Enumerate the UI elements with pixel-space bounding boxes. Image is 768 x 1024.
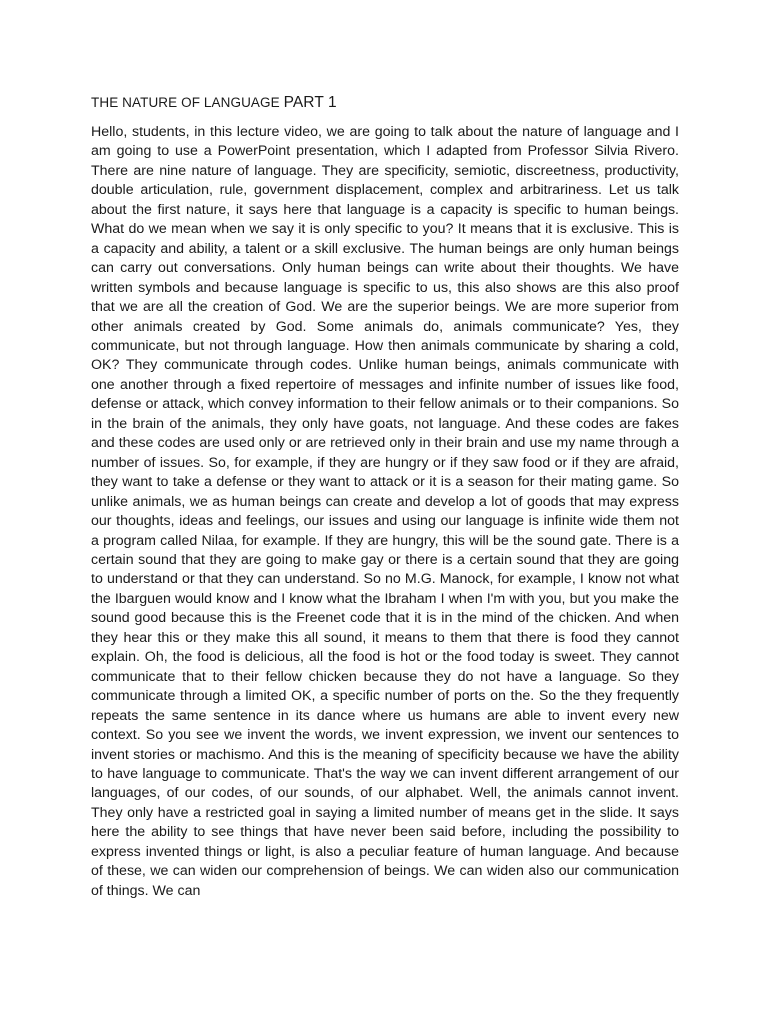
body-paragraph: Hello, students, in this lecture video, we are going to talk about the nature of language and I am going to use a PowerPoint presentation, which I adapted from Professor Silvia Rivero. There are nine nature of language. They are specificity, semiotic, discreetness, productivity, double articulation, rule, government displacement, complex and arbitrariness. Let us talk about the first nature, it says here that language is a capacity is specific to human beings. What do we mean when we say it is only specific to you? It means that it is exclusive. This is a capacity and ability, a talent or a skill exclusive. The human beings are only human beings can carry out conversations. Only human beings can write about their thoughts. We have written symbols and because language is specific to us, this also shows are this also proof that we are all the creation of God. We are the superior beings. We are more superior from other animals created by God. Some animals do, animals communicate? Yes, they communicate, but not through language. How then animals communicate by sharing a cold, OK? They communicate through codes. Unlike human beings, animals communicate with one another through a fixed repertoire of messages and infinite number of issues like food, defense or attack, which convey information to their fellow animals or to their companions. So in the brain of the animals, they only have goats, not language. And these codes are fakes and these codes are used only or are retrieved only in their brain and use my name through a number of issues. So, for example, if they are hungry or if they saw food or if they are afraid, they want to take a defense or they want to attack or it is a season for their mating game. So unlike animals, we as human beings can create and develop a lot of goods that may express our thoughts, ideas and feelings, our issues and using our language is infinite wide them not a program called Nilaa, for example. If they are hungry, this will be the sound gate. There is a certain sound that they are going to make gay or there is a certain sound that they are going to understand or that they can understand. So no M.G. Manock, for example, I know not what the Ibarguen would know and I know what the Ibraham I when I'm with you, but you make the sound good because this is the Freenet code that it is in the mind of the chicken. And when they hear this or they make this all sound, it means to them that there is food they cannot explain. Oh, the food is delicious, all the food is hot or the food today is sweet. They cannot communicate that to their fellow chicken because they do not have a language. So they communicate through a limited OK, a specific number of ports on the. So the they frequently repeats the same sentence in its dance where us humans are able to invent every new context. So you see we invent the words, we invent expression, we invent our sentences to invent stories or machismo. And this is the meaning of specificity because we have the ability to have language to communicate. That's the way we can invent different arrangement of our languages, of our codes, of our sounds, of our alphabet. Well, the animals cannot invent. They only have a restricted goal in saying a limited number of means get in the slide. It says here the ability to see things that have never been said before, including the possibility to express invented things or light, is also a peculiar feature of human language. And because of these, we can widen our comprehension of beings. We can widen also our communication of things. We can (91, 124, 679, 899)
title-main-text: THE NATURE OF LANGUAGE (91, 95, 284, 110)
title-part-label: PART 1 (283, 94, 337, 111)
document-title (91, 93, 679, 113)
document-page (91, 93, 679, 901)
